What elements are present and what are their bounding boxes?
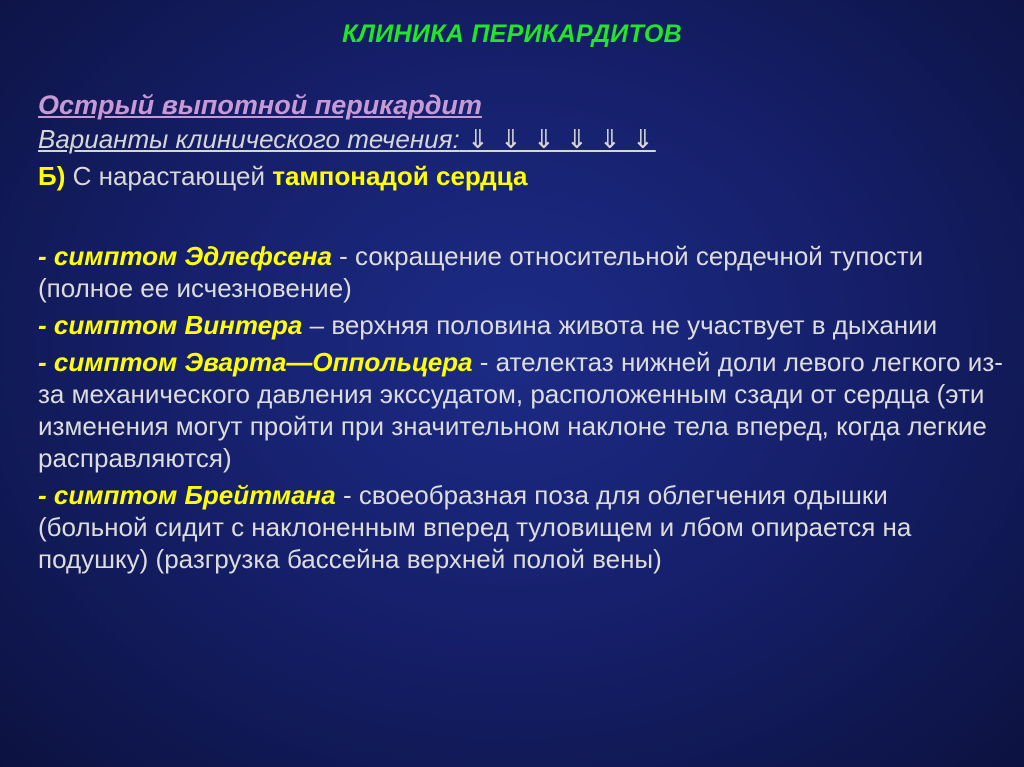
slide-title: КЛИНИКА ПЕРИКАРДИТОВ: [342, 20, 682, 48]
symptom-text: – верхняя половина живота не участвует в дыхании: [302, 310, 938, 340]
symptom-text: - своеобразная поза для облегчения одышки (больной сидит с наклоненным вперед туловищем и лбом опирается на подушку) (разгрузка бассейна верхней полой вены): [38, 480, 912, 574]
down-arrows-icon: ⇓ ⇓ ⇓ ⇓ ⇓ ⇓: [466, 124, 656, 154]
symptom-list: [38, 240, 1003, 580]
symptom-name: - симптом Эварта—Оппольцера: [38, 347, 473, 377]
symptom-item-breitman: [38, 479, 1003, 575]
symptom-name: - симптом Брейтмана: [38, 480, 336, 510]
header-block: [38, 88, 998, 196]
symptom-item-ewart-oppolzer: [38, 346, 1003, 474]
variants-label: Варианты клинического течения:: [38, 124, 460, 154]
symptom-text: - ателектаз нижней доли левого легкого из-за механического давления экссудатом, расположенным сзади от сердца (эти изменения могут пройти при значительном наклоне тела вперед, когда легкие расправляются): [38, 347, 1003, 473]
tamponade-bold: тампонадой сердца: [272, 161, 528, 191]
symptom-name: - симптом Винтера: [38, 310, 303, 340]
variants-line: [38, 122, 998, 156]
symptom-text: - сокращение относительной сердечной тупости (полное ее исчезновение): [38, 241, 924, 303]
subtitle: Острый выпотной перикардит: [38, 90, 482, 120]
symptom-item-edlefsen: [38, 240, 1003, 304]
tamponade-prefix: С нарастающей: [72, 161, 265, 191]
symptom-name: - симптом Эдлефсена: [38, 241, 332, 271]
tamponade-line: [38, 156, 998, 196]
symptom-item-winter: [38, 309, 1003, 341]
tamponade-letter: Б): [38, 161, 66, 191]
